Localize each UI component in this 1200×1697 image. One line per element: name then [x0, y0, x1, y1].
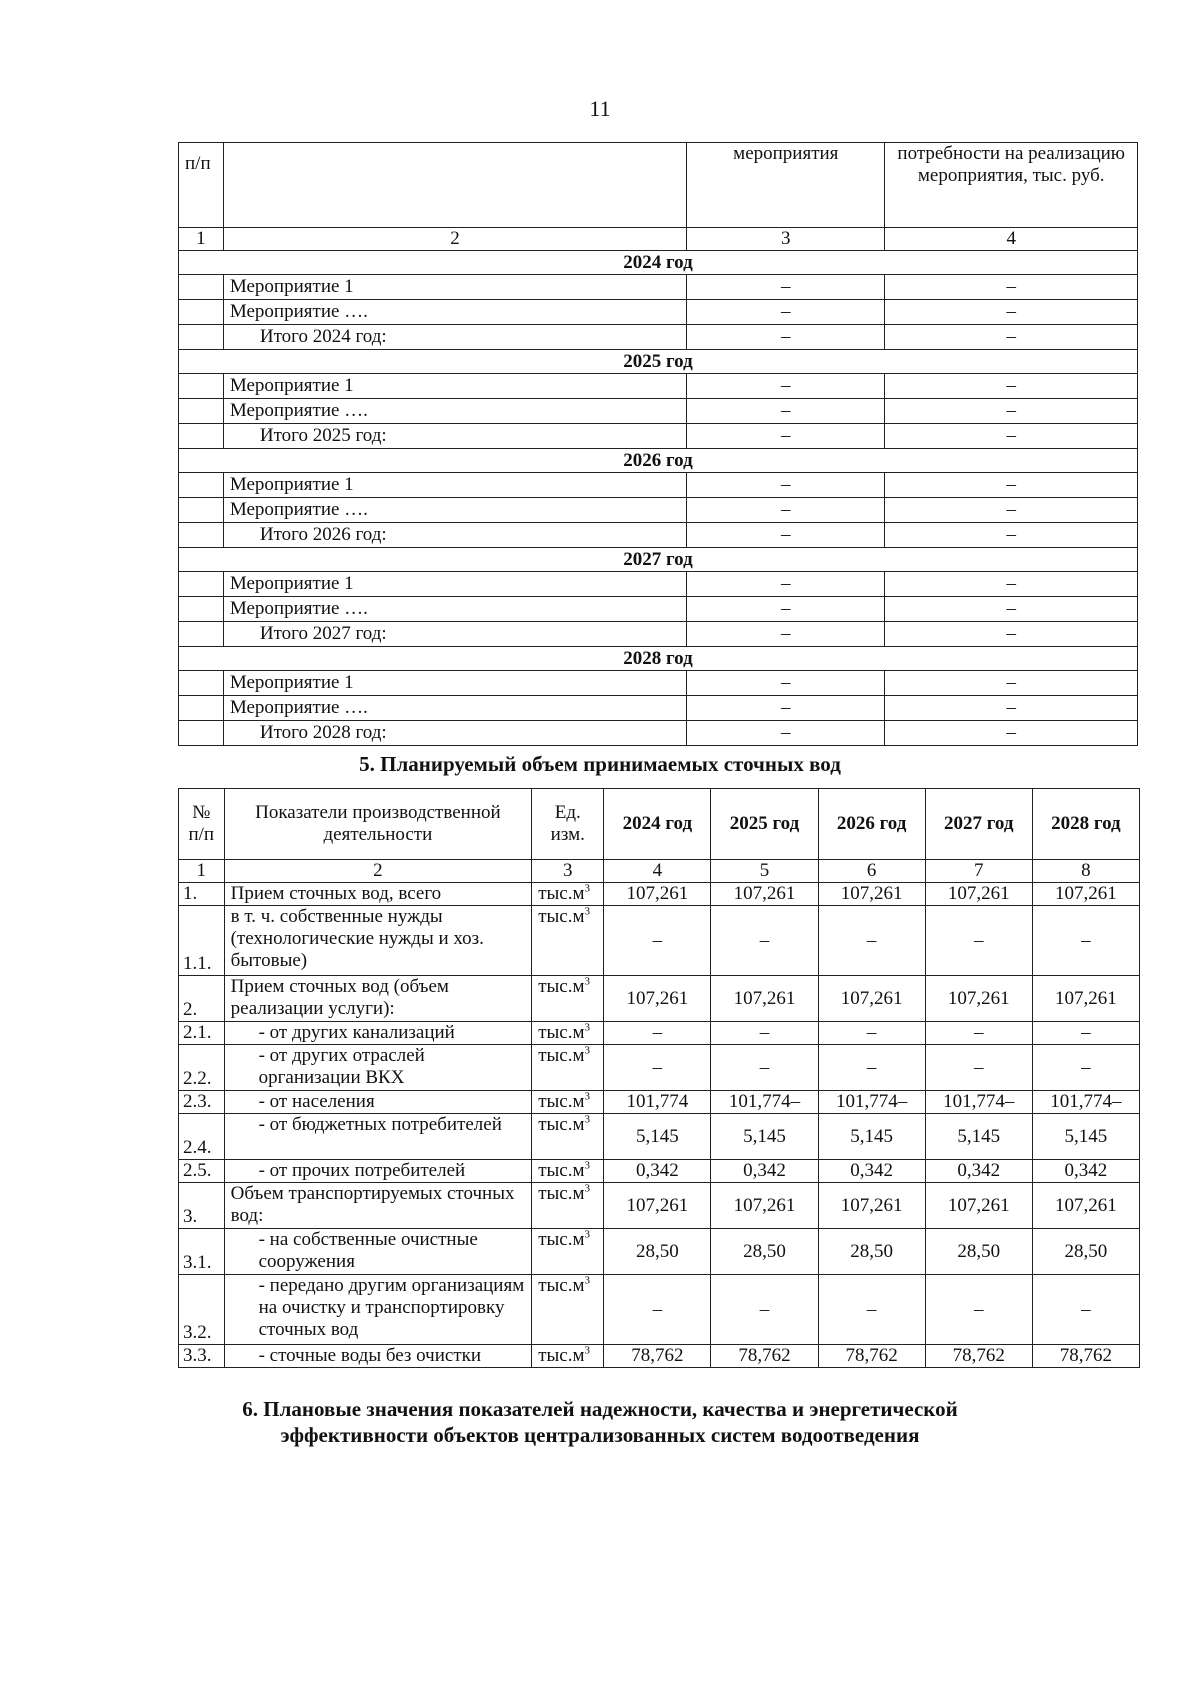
unit-superscript: 3: [584, 1182, 590, 1195]
table-row: [179, 1045, 1140, 1091]
row-number: 2.4.: [179, 1114, 225, 1160]
row-number-cell: [179, 622, 224, 647]
row-number-cell: [179, 721, 224, 746]
event-cell: –: [885, 399, 1138, 424]
header-cell: 2028 год: [1032, 789, 1139, 860]
event-cell: –: [885, 498, 1138, 523]
event-name: Итого 2024 год:: [223, 325, 686, 350]
column-number: 3: [532, 860, 604, 883]
value-cell: 5,145: [604, 1114, 711, 1160]
unit-text: тыс.м: [538, 1275, 585, 1296]
value-cell: –: [604, 1275, 711, 1345]
year-heading-row: [179, 350, 1138, 374]
event-cell: –: [687, 597, 885, 622]
event-cell: –: [687, 275, 885, 300]
event-cell: –: [885, 671, 1138, 696]
event-row: [179, 300, 1138, 325]
row-number-cell: [179, 523, 224, 548]
header-cell: п/п: [179, 143, 224, 228]
row-number-cell: [179, 671, 224, 696]
value-cell: 107,261: [604, 883, 711, 906]
value-cell: –: [1032, 1275, 1139, 1345]
event-cell: –: [885, 523, 1138, 548]
header-cell: [223, 143, 686, 228]
section-6-title: [0, 1396, 1200, 1448]
event-cell: –: [885, 424, 1138, 449]
row-number-cell: [179, 399, 224, 424]
events-table: [178, 142, 1138, 746]
unit-text: тыс.м: [538, 1022, 585, 1043]
table-row: [179, 1183, 1140, 1229]
unit-superscript: 3: [584, 905, 590, 918]
row-number: 2.: [179, 976, 225, 1022]
table-row: [179, 1022, 1140, 1045]
event-cell: –: [885, 696, 1138, 721]
event-row: [179, 473, 1138, 498]
event-cell: –: [687, 300, 885, 325]
event-cell: –: [687, 424, 885, 449]
unit-cell: [532, 1183, 604, 1229]
indicator-label: Прием сточных вод, всего: [224, 883, 532, 906]
row-number: 3.1.: [179, 1229, 225, 1275]
year-heading-row: [179, 449, 1138, 473]
value-cell: 5,145: [711, 1114, 818, 1160]
event-cell: –: [687, 473, 885, 498]
value-cell: 107,261: [925, 1183, 1032, 1229]
unit-superscript: 3: [584, 1228, 590, 1241]
row-number: 2.3.: [179, 1091, 225, 1114]
event-name: Итого 2026 год:: [223, 523, 686, 548]
event-cell: –: [885, 622, 1138, 647]
indicator-label: в т. ч. собственные нужды (технологические нужды и хоз. бытовые): [224, 906, 532, 976]
column-numbers-row: [179, 860, 1140, 883]
column-number: 5: [711, 860, 818, 883]
table-row: [179, 1160, 1140, 1183]
value-cell: 28,50: [1032, 1229, 1139, 1275]
value-cell: 0,342: [604, 1160, 711, 1183]
year-heading: 2025 год: [179, 350, 1138, 374]
header-cell: № п/п: [179, 789, 225, 860]
event-row: [179, 399, 1138, 424]
event-cell: –: [687, 696, 885, 721]
value-cell: –: [711, 1045, 818, 1091]
value-cell: 28,50: [818, 1229, 925, 1275]
value-cell: –: [925, 1022, 1032, 1045]
event-row: [179, 622, 1138, 647]
event-row: [179, 325, 1138, 350]
value-cell: 78,762: [711, 1345, 818, 1368]
table-row: [179, 976, 1140, 1022]
value-cell: 107,261: [1032, 1183, 1139, 1229]
event-row: [179, 498, 1138, 523]
unit-text: тыс.м: [538, 1160, 585, 1181]
unit-text: тыс.м: [538, 1091, 585, 1112]
event-row: [179, 696, 1138, 721]
value-cell: 107,261: [711, 1183, 818, 1229]
event-row: [179, 275, 1138, 300]
row-number-cell: [179, 300, 224, 325]
column-number: 3: [687, 228, 885, 251]
value-cell: –: [1032, 1022, 1139, 1045]
column-number: 4: [604, 860, 711, 883]
row-number: 2.5.: [179, 1160, 225, 1183]
section-6-title-line-1: 6. Плановые значения показателей надежности, качества и энергетической: [242, 1397, 958, 1421]
row-number-cell: [179, 374, 224, 399]
unit-cell: [532, 906, 604, 976]
indicator-label: - от других отраслей организации ВКХ: [224, 1045, 532, 1091]
event-name: Итого 2028 год:: [223, 721, 686, 746]
event-name: Мероприятие 1: [223, 671, 686, 696]
row-number: 1.: [179, 883, 225, 906]
event-cell: –: [687, 498, 885, 523]
value-cell: –: [711, 1022, 818, 1045]
indicator-label: - от прочих потребителей: [224, 1160, 532, 1183]
event-row: [179, 671, 1138, 696]
value-cell: 0,342: [925, 1160, 1032, 1183]
wastewater-table-header: [179, 789, 1140, 860]
indicator-label: Прием сточных вод (объем реализации услуги):: [224, 976, 532, 1022]
value-cell: –: [925, 1045, 1032, 1091]
value-cell: –: [604, 1045, 711, 1091]
page-number: 11: [589, 96, 611, 121]
value-cell: –: [818, 1275, 925, 1345]
value-cell: 107,261: [1032, 883, 1139, 906]
column-number: 1: [179, 228, 224, 251]
unit-text: тыс.м: [538, 906, 585, 927]
value-cell: –: [1032, 1045, 1139, 1091]
value-cell: 107,261: [925, 883, 1032, 906]
unit-superscript: 3: [584, 1159, 590, 1172]
events-table-body: [179, 143, 1138, 746]
event-cell: –: [885, 300, 1138, 325]
value-cell: –: [818, 906, 925, 976]
unit-text: тыс.м: [538, 1183, 585, 1204]
unit-cell: [532, 1160, 604, 1183]
event-cell: –: [885, 374, 1138, 399]
event-row: [179, 523, 1138, 548]
event-name: Мероприятие 1: [223, 572, 686, 597]
value-cell: 28,50: [604, 1229, 711, 1275]
row-number: 3.: [179, 1183, 225, 1229]
value-cell: 107,261: [818, 976, 925, 1022]
row-number: 3.2.: [179, 1275, 225, 1345]
value-cell: 0,342: [818, 1160, 925, 1183]
value-cell: –: [711, 1275, 818, 1345]
unit-cell: [532, 1229, 604, 1275]
row-number-cell: [179, 696, 224, 721]
value-cell: 107,261: [604, 976, 711, 1022]
event-cell: –: [687, 622, 885, 647]
unit-cell: [532, 883, 604, 906]
row-number-cell: [179, 473, 224, 498]
event-name: Мероприятие 1: [223, 275, 686, 300]
value-cell: –: [711, 906, 818, 976]
events-table-header: [179, 143, 1138, 228]
row-number-cell: [179, 498, 224, 523]
unit-superscript: 3: [584, 882, 590, 895]
value-cell: –: [818, 1022, 925, 1045]
value-cell: 107,261: [818, 883, 925, 906]
unit-text: тыс.м: [538, 1114, 585, 1135]
value-cell: –: [818, 1045, 925, 1091]
value-cell: –: [604, 906, 711, 976]
unit-cell: [532, 1345, 604, 1368]
event-cell: –: [687, 325, 885, 350]
value-cell: 107,261: [711, 976, 818, 1022]
event-row: [179, 424, 1138, 449]
event-row: [179, 597, 1138, 622]
row-number-cell: [179, 424, 224, 449]
value-cell: –: [925, 906, 1032, 976]
event-name: Мероприятие ….: [223, 597, 686, 622]
table-row: [179, 1229, 1140, 1275]
value-cell: –: [1032, 906, 1139, 976]
event-cell: –: [687, 374, 885, 399]
event-row: [179, 374, 1138, 399]
header-cell: мероприятия: [687, 143, 885, 228]
value-cell: 5,145: [925, 1114, 1032, 1160]
event-cell: –: [687, 572, 885, 597]
header-cell: 2027 год: [925, 789, 1032, 860]
table-row: [179, 1114, 1140, 1160]
unit-text: тыс.м: [538, 1229, 585, 1250]
unit-text: тыс.м: [538, 1045, 585, 1066]
event-cell: –: [687, 671, 885, 696]
unit-superscript: 3: [584, 1021, 590, 1034]
year-heading-row: [179, 251, 1138, 275]
column-number: 6: [818, 860, 925, 883]
value-cell: –: [604, 1022, 711, 1045]
value-cell: 5,145: [818, 1114, 925, 1160]
event-name: Мероприятие ….: [223, 498, 686, 523]
value-cell: 107,261: [1032, 976, 1139, 1022]
indicator-label: - от населения: [224, 1091, 532, 1114]
value-cell: 28,50: [711, 1229, 818, 1275]
column-number: 7: [925, 860, 1032, 883]
year-heading: 2027 год: [179, 548, 1138, 572]
header-cell: 2025 год: [711, 789, 818, 860]
indicator-label: Объем транспортируемых сточных вод:: [224, 1183, 532, 1229]
header-cell: 2026 год: [818, 789, 925, 860]
header-cell: потребности на реализацию мероприятия, тыс. руб.: [885, 143, 1138, 228]
unit-superscript: 3: [584, 1113, 590, 1126]
column-numbers-row: [179, 228, 1138, 251]
unit-superscript: 3: [584, 1344, 590, 1357]
unit-cell: [532, 976, 604, 1022]
event-cell: –: [885, 473, 1138, 498]
indicator-label: - от бюджетных потребителей: [224, 1114, 532, 1160]
event-name: Мероприятие ….: [223, 399, 686, 424]
event-cell: –: [885, 325, 1138, 350]
event-cell: –: [885, 721, 1138, 746]
event-row: [179, 572, 1138, 597]
event-name: Мероприятие 1: [223, 473, 686, 498]
header-cell: Ед. изм.: [532, 789, 604, 860]
wastewater-volume-table: [178, 788, 1140, 1368]
event-cell: –: [885, 572, 1138, 597]
year-heading-row: [179, 548, 1138, 572]
unit-superscript: 3: [584, 1090, 590, 1103]
unit-superscript: 3: [584, 975, 590, 988]
unit-cell: [532, 1091, 604, 1114]
unit-text: тыс.м: [538, 976, 585, 997]
header-cell: 2024 год: [604, 789, 711, 860]
unit-text: тыс.м: [538, 1345, 585, 1366]
event-cell: –: [687, 399, 885, 424]
event-name: Мероприятие 1: [223, 374, 686, 399]
event-cell: –: [687, 523, 885, 548]
row-number: 1.1.: [179, 906, 225, 976]
row-number: 2.1.: [179, 1022, 225, 1045]
section-5-title: 5. Планируемый объем принимаемых сточных вод: [359, 752, 841, 776]
value-cell: 28,50: [925, 1229, 1032, 1275]
value-cell: 5,145: [1032, 1114, 1139, 1160]
column-number: 2: [224, 860, 532, 883]
value-cell: –: [925, 1275, 1032, 1345]
row-number-cell: [179, 572, 224, 597]
event-name: Мероприятие ….: [223, 300, 686, 325]
value-cell: 107,261: [604, 1183, 711, 1229]
column-number: 2: [223, 228, 686, 251]
unit-superscript: 3: [584, 1274, 590, 1287]
row-number-cell: [179, 275, 224, 300]
event-name: Итого 2027 год:: [223, 622, 686, 647]
year-heading: 2024 год: [179, 251, 1138, 275]
indicator-label: - передано другим организациям на очистку и транспортировку сточных вод: [224, 1275, 532, 1345]
event-name: Итого 2025 год:: [223, 424, 686, 449]
unit-superscript: 3: [584, 1044, 590, 1057]
value-cell: 107,261: [925, 976, 1032, 1022]
value-cell: 101,774–: [925, 1091, 1032, 1114]
table-row: [179, 1275, 1140, 1345]
unit-text: тыс.м: [538, 883, 585, 904]
year-heading-row: [179, 647, 1138, 671]
indicator-label: - сточные воды без очистки: [224, 1345, 532, 1368]
row-number: 2.2.: [179, 1045, 225, 1091]
value-cell: 78,762: [604, 1345, 711, 1368]
year-heading: 2026 год: [179, 449, 1138, 473]
indicator-label: - на собственные очистные сооружения: [224, 1229, 532, 1275]
table-row: [179, 906, 1140, 976]
unit-cell: [532, 1022, 604, 1045]
event-row: [179, 721, 1138, 746]
value-cell: 107,261: [818, 1183, 925, 1229]
event-cell: –: [687, 721, 885, 746]
value-cell: 78,762: [925, 1345, 1032, 1368]
unit-cell: [532, 1114, 604, 1160]
wastewater-table-body: [179, 789, 1140, 1368]
table-row: [179, 1345, 1140, 1368]
column-number: 1: [179, 860, 225, 883]
unit-cell: [532, 1275, 604, 1345]
event-cell: –: [885, 275, 1138, 300]
column-number: 4: [885, 228, 1138, 251]
year-heading: 2028 год: [179, 647, 1138, 671]
value-cell: 101,774–: [818, 1091, 925, 1114]
table-row: [179, 883, 1140, 906]
value-cell: 101,774–: [1032, 1091, 1139, 1114]
header-cell: Показатели производственной деятельности: [224, 789, 532, 860]
value-cell: 78,762: [818, 1345, 925, 1368]
value-cell: 0,342: [711, 1160, 818, 1183]
value-cell: 101,774–: [711, 1091, 818, 1114]
event-name: Мероприятие ….: [223, 696, 686, 721]
row-number-cell: [179, 597, 224, 622]
table-row: [179, 1091, 1140, 1114]
value-cell: 0,342: [1032, 1160, 1139, 1183]
section-6-title-line-2: эффективности объектов централизованных систем водоотведения: [280, 1423, 920, 1447]
value-cell: 78,762: [1032, 1345, 1139, 1368]
value-cell: 107,261: [711, 883, 818, 906]
value-cell: 101,774: [604, 1091, 711, 1114]
column-number: 8: [1032, 860, 1139, 883]
row-number: 3.3.: [179, 1345, 225, 1368]
event-cell: –: [885, 597, 1138, 622]
unit-cell: [532, 1045, 604, 1091]
indicator-label: - от других канализаций: [224, 1022, 532, 1045]
row-number-cell: [179, 325, 224, 350]
